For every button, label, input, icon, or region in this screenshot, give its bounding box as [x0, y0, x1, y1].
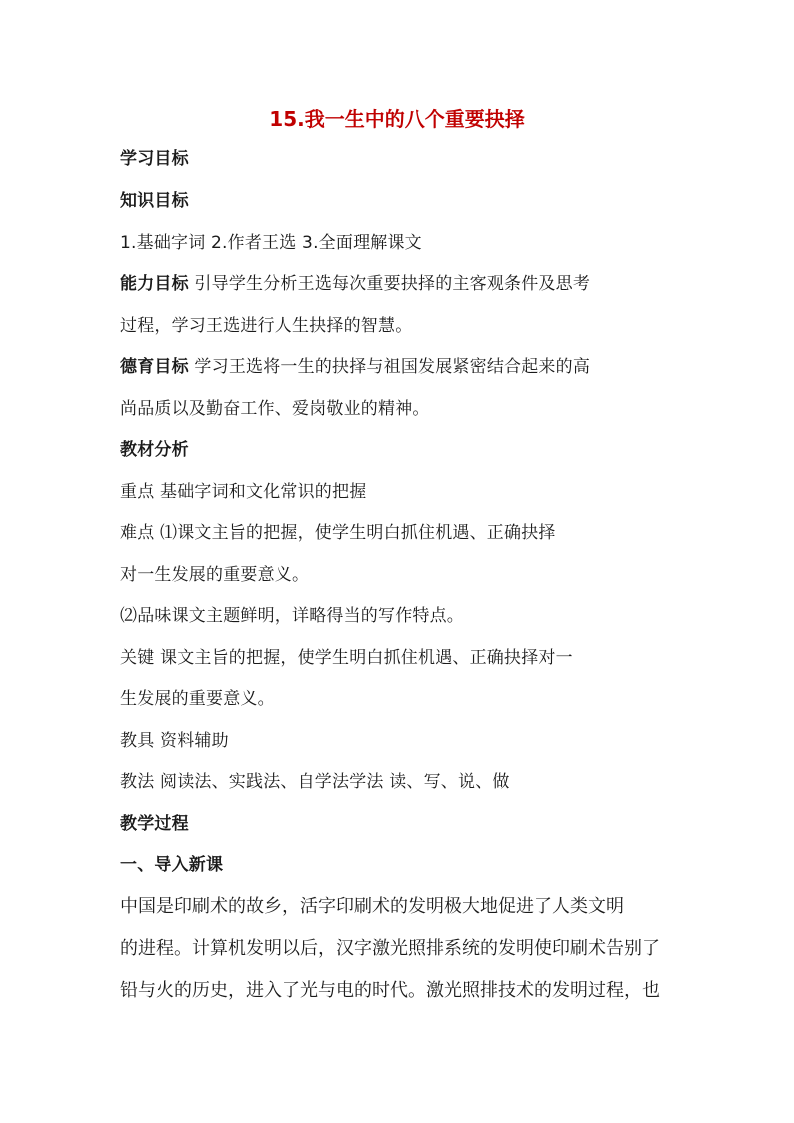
ability-line-2: 过程，学习王选进行人生抉择的智慧。 — [120, 316, 413, 336]
key-point-line: 重点 基础字词和文化常识的把握 — [120, 482, 367, 502]
crux-line-1: 关键 课文主旨的把握，使学生明白抓住机遇、正确抉择对一 — [120, 648, 573, 668]
knowledge-text: 1.基础字词 2.作者王选 3.全面理解课文 — [120, 233, 422, 253]
ability-text: 引导学生分析王选每次重要抉择的主客观条件及思考 — [188, 274, 591, 294]
ability-line-1 — [120, 272, 590, 296]
intro-paragraph-line-1: 中国是印刷术的故乡，活字印刷术的发明极大地促进了人类文明 — [120, 896, 624, 917]
difficulty-line-2: 对一生发展的重要意义。 — [120, 565, 310, 585]
difficulty-line-1: 难点 ⑴课文主旨的把握，使学生明白抓住机遇、正确抉择 — [120, 523, 556, 543]
aids-line: 教具 资料辅助 — [120, 731, 229, 751]
moral-label: 德育目标 — [120, 357, 189, 377]
moral-line-1 — [120, 355, 590, 379]
difficulty-line-3: ⑵品味课文主题鲜明，详略得当的写作特点。 — [120, 606, 464, 626]
ability-label: 能力目标 — [120, 274, 189, 294]
document-title: 15.我一生中的八个重要抉择 — [269, 107, 525, 131]
objectives-heading: 学习目标 — [120, 149, 189, 169]
moral-line-2: 尚品质以及勤奋工作、爱岗敬业的精神。 — [120, 399, 430, 419]
knowledge-heading: 知识目标 — [120, 191, 189, 211]
intro-paragraph-line-3: 铅与火的历史，进入了光与电的时代。激光照排技术的发明过程，也 — [120, 980, 660, 1001]
intro-paragraph-line-2: 的进程。计算机发明以后，汉字激光照排系统的发明使印刷术告别了 — [120, 938, 660, 959]
moral-text: 学习王选将一生的抉择与祖国发展紧密结合起来的高 — [188, 357, 591, 377]
crux-line-2: 生发展的重要意义。 — [120, 689, 275, 709]
analysis-heading: 教材分析 — [120, 440, 189, 460]
methods-line: 教法 阅读法、实践法、自学法学法 读、写、说、做 — [120, 772, 510, 792]
intro-heading: 一、导入新课 — [120, 855, 224, 875]
process-heading: 教学过程 — [120, 814, 189, 834]
